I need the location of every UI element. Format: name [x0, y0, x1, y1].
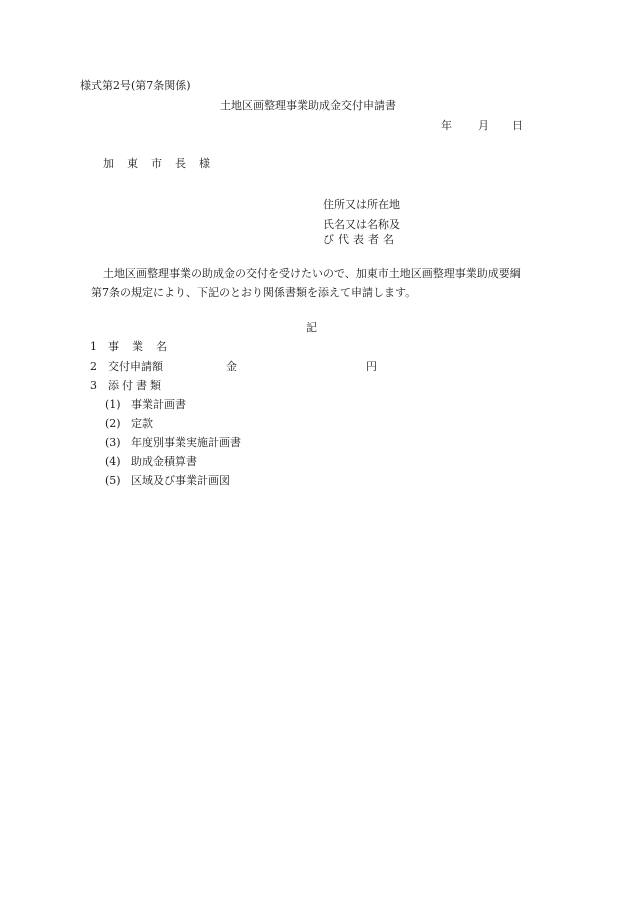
date-month-label: 月 [478, 119, 489, 132]
date-year-label: 年 [441, 119, 452, 132]
addressee: 加東市長様 [103, 157, 223, 170]
applicant-name-label-line1: 氏名又は名称及 [323, 218, 400, 231]
item-number: 3 [90, 379, 97, 392]
attachment-number: (5) [105, 474, 121, 487]
attachment-label: 助成金積算書 [131, 455, 197, 468]
item-label: 添付書類 [108, 379, 164, 392]
item-label: 交付申請額 [108, 360, 163, 373]
attachment-number: (4) [105, 455, 121, 468]
item-number: 1 [90, 340, 97, 353]
date-day-label: 日 [512, 119, 523, 132]
item-label: 事業名 [108, 340, 180, 353]
applicant-name-label-line2: び代表者名 [323, 233, 398, 246]
attachment-label: 区域及び事業計画図 [131, 474, 230, 487]
attachment-number: (1) [105, 398, 121, 411]
item-number: 2 [90, 360, 97, 373]
form-title: 土地区画整理事業助成金交付申請書 [220, 99, 396, 112]
attachment-label: 定款 [131, 417, 153, 430]
form-number-label: 様式第2号(第7条関係) [80, 79, 191, 92]
attachment-label: 事業計画書 [131, 398, 186, 411]
ki-heading: 記 [306, 321, 317, 334]
applicant-address-label: 住所又は所在地 [323, 198, 400, 211]
request-body-line-1: 土地区画整理事業の助成金の交付を受けたいので、加東市土地区画整理事業助成要綱 [103, 267, 521, 280]
attachment-number: (3) [105, 436, 121, 449]
amount-prefix: 金 [226, 360, 237, 373]
amount-suffix: 円 [366, 360, 377, 373]
request-body-line-2: 第7条の規定により、下記のとおり関係書類を添えて申請します。 [91, 286, 417, 299]
attachment-number: (2) [105, 417, 121, 430]
attachment-label: 年度別事業実施計画書 [131, 436, 241, 449]
